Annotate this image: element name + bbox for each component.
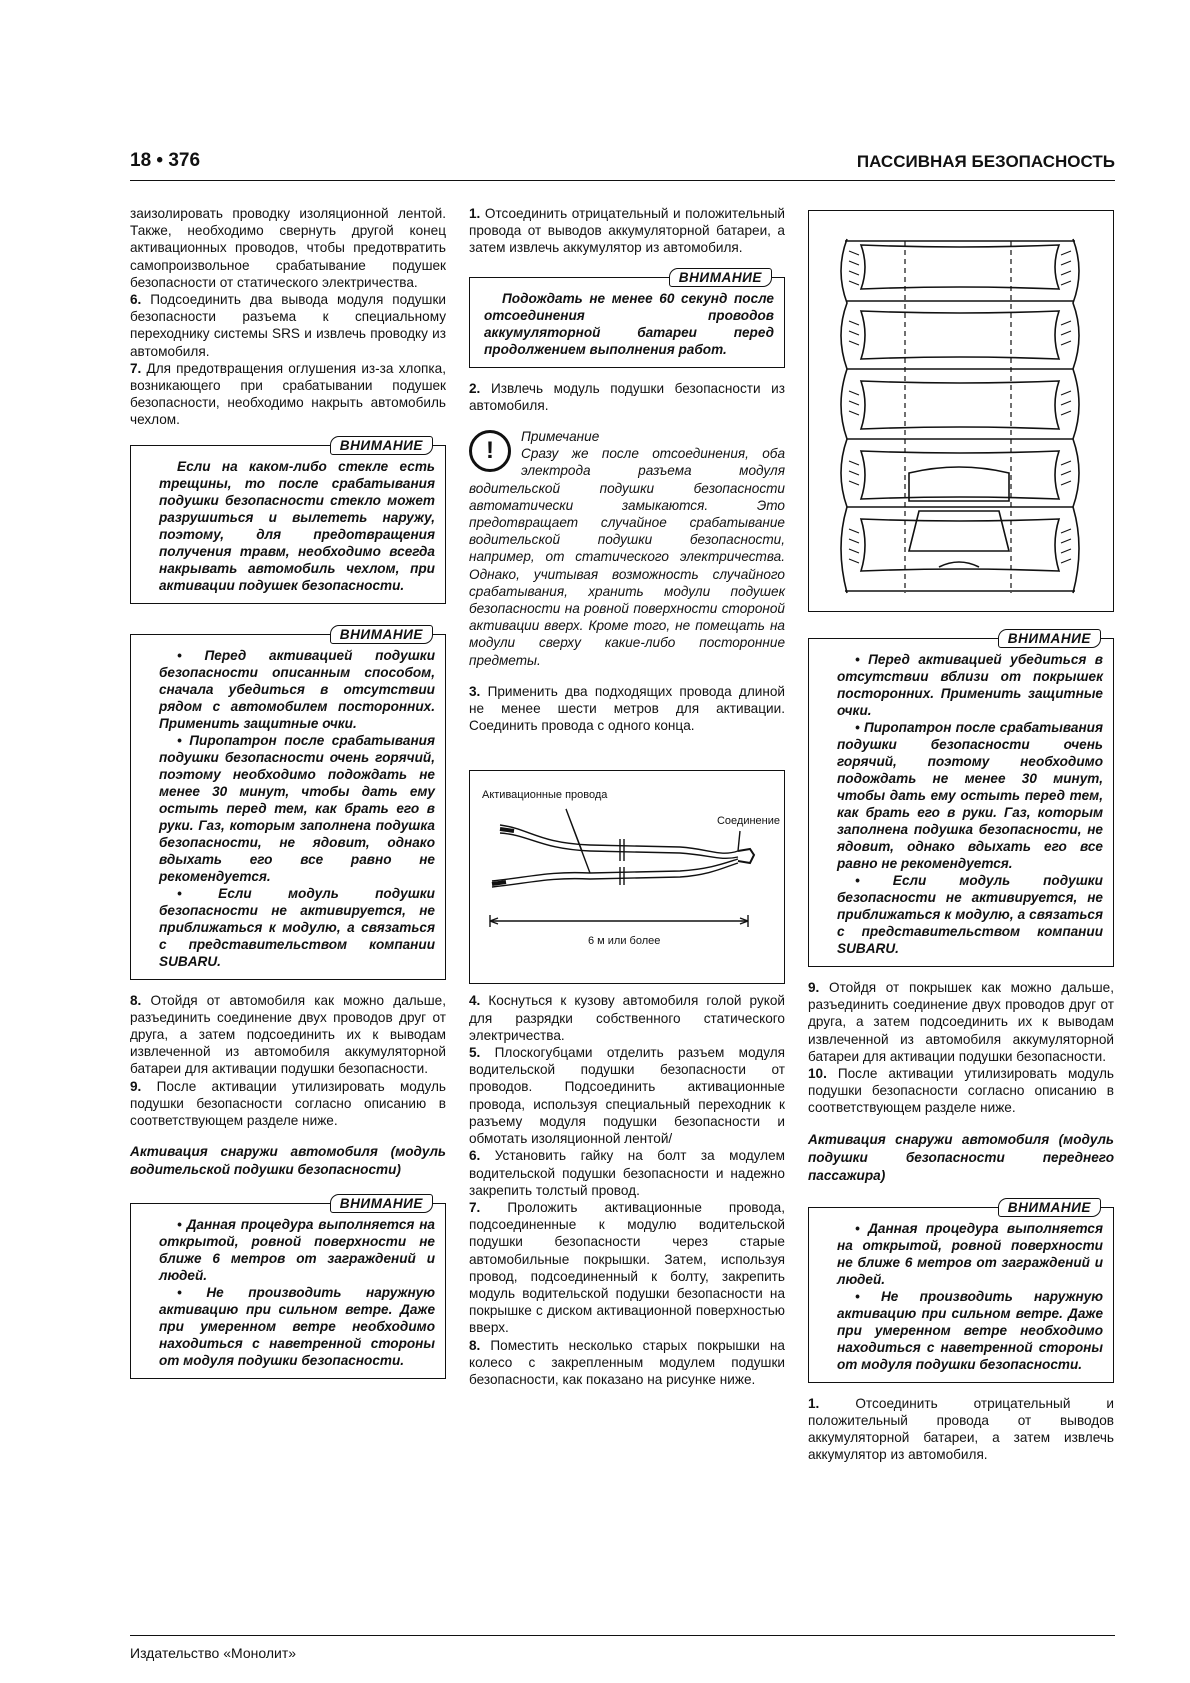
step-9 (130, 1078, 446, 1130)
footer-rule (130, 1635, 1115, 1636)
wires-figure (469, 770, 785, 984)
warning-item: • Не производить наружную активацию при сильном ветре. Даже при умеренном ветре необходимо находиться с наветренной стороны от модуля подушки безопасности. (837, 1288, 1103, 1372)
tires-figure (808, 210, 1114, 612)
step-number: 4. (469, 993, 481, 1009)
column-2 (469, 205, 785, 1388)
step-1 (469, 205, 785, 257)
step-6 (130, 291, 446, 360)
step-number: 1. (808, 1395, 820, 1411)
warning-item: • Пиропатрон после срабатывания подушки безопасности очень горячий, поэтому необходимо подождать не менее 30 минут, чтобы дать ему остыть перед тем, как брать его в руки. Газ, которым заполнена подушка безопасности, не ядовит, однако вдыхать его все равно не рекомендуется. (837, 720, 1103, 871)
step-number: 8. (469, 1337, 481, 1353)
warning-item: • Если модуль подушки безопасности не активируется, не приближаться к модулю, а связаться с представительством компании SUBARU. (837, 873, 1103, 956)
warning-label: ВНИМАНИЕ (330, 436, 433, 455)
step-8 (130, 992, 446, 1078)
warning-item: • Не производить наружную активацию при сильном ветре. Даже при умеренном ветре необходимо находиться с наветренной стороны от модуля подушки безопасности. (159, 1285, 435, 1369)
step-number: 6. (130, 292, 142, 308)
step-text: Плоскогубцами отделить разъем модуля водительской подушки безопасности от проводов. Подсоединить активационные провода, используя специальный переходник к разъему модуля подушки безопасности и обмотать изоляционной лентой/ (469, 1045, 785, 1147)
section-title: ПАССИВНАЯ БЕЗОПАСНОСТЬ (856, 152, 1115, 171)
warning-box (130, 437, 446, 604)
step-text: Подсоединить два вывода модуля подушки безопасности разъема к специальному переходнику системы SRS и извлечь проводку из автомобиля. (130, 292, 447, 359)
step-text: Проложить активационные провода, подсоединенные к модулю водительской подушки безопасности через старые автомобильные покрышки. Затем, используя провод, подсоединенный к болту, закрепить модуль водительской подушки безопасности на покрышке с диском активационной поверхностью вверх. (469, 1199, 786, 1336)
step-number: 9. (130, 1078, 142, 1094)
header-rule (130, 180, 1115, 181)
warning-text: Если на каком-либо стекле есть трещины, то после срабатывания подушки безопасности стекло может разрушиться и вылететь наружу, поэтому, для предотвращения получения травм, необходимо всегда накрывать автомобиль чехлом, при активации подушек безопасности. (159, 458, 435, 593)
warning-item: • Если модуль подушки безопасности не активируется, не приближаться к модулю, а связаться с представительством компании SUBARU. (159, 885, 435, 969)
section-heading: Активация снаружи автомобиля (модуль водительской подушки безопасности) (130, 1144, 446, 1178)
step-5 (469, 1044, 785, 1147)
page-number: 18 • 376 (130, 150, 201, 171)
warning-item: • Данная процедура выполняется на открытой, ровной поверхности не ближе 6 метров от заграждений и людей. (837, 1220, 1103, 1287)
column-1 (130, 205, 446, 1379)
step-number: 9. (808, 980, 820, 995)
note-block (469, 428, 785, 669)
step-text: Отойдя от автомобиля как можно дальше, разъединить соединение двух проводов друг от друга, а затем подсоединить их к выводам извлеченной из автомобиля аккумуляторной батареи для активации подушки безопасности. (130, 992, 447, 1077)
warning-box (808, 1199, 1114, 1383)
wires-drawing (470, 771, 782, 979)
warning-item: • Пиропатрон после срабатывания подушки безопасности очень горячий, поэтому необходимо подождать не менее 30 минут, чтобы дать ему остыть перед тем, как брать его в руки. Газ, которым заполнена подушка безопасности, не ядовит, однако вдыхать его все равно не рекомендуется. (159, 732, 435, 884)
note-title: Примечание (521, 429, 600, 445)
step-2 (469, 380, 785, 414)
footer-publisher: Издательство «Монолит» (130, 1645, 297, 1661)
paragraph-intro: заизолировать проводку изоляционной лентой. Также, необходимо свернуть другой конец активационных проводов, чтобы предотвратить самопроизвольное срабатывание подушек безопасности от статического электричества. (130, 206, 446, 290)
warning-item: • Перед активацией подушки безопасности описанным способом, сначала убедиться в отсутствии рядом с автомобилем посторонних. Применить защитные очки. (159, 647, 435, 731)
section-heading: Активация снаружи автомобиля (модуль подушки безопасности переднего пассажира) (808, 1131, 1114, 1183)
warning-box (130, 1196, 446, 1379)
warning-label: ВНИМАНИЕ (998, 1198, 1101, 1217)
figure-label-wires: Активационные провода (482, 789, 608, 802)
warning-label: ВНИМАНИЕ (998, 629, 1101, 648)
warning-item: • Данная процедура выполняется на открытой, ровной поверхности не ближе 6 метров от заграждений и людей. (159, 1217, 435, 1284)
step-number: 7. (469, 1199, 481, 1215)
step-9 (808, 979, 1114, 1065)
warning-item: • Перед активацией убедиться в отсутствии вблизи от покрышек посторонних. Применить защитные очки. (837, 652, 1103, 718)
step-8 (469, 1337, 785, 1389)
warning-box (808, 631, 1114, 967)
figure-label-joint: Соединение (716, 815, 780, 828)
warning-label: ВНИМАНИЕ (330, 1194, 433, 1213)
step-number: 6. (469, 1148, 481, 1164)
step-text: Установить гайку на болт за модулем водительской подушки безопасности и надежно закрепить толстый провод. (469, 1148, 785, 1198)
warning-label: ВНИМАНИЕ (330, 625, 433, 644)
step-6 (469, 1147, 785, 1199)
warning-label: ВНИМАНИЕ (669, 268, 772, 287)
step-number: 5. (469, 1045, 481, 1061)
step-number: 10. (808, 1066, 827, 1082)
step-text: Применить два подходящих провода длиной не менее шести метров для активации. Соединить провода с одного конца. (469, 683, 786, 734)
step-text: Коснуться к кузову автомобиля голой рукой для разрядки собственного статического электричества. (469, 993, 785, 1043)
step-text: Отсоединить отрицательный и положительный провода от выводов аккумуляторной батареи, а затем извлечь аккумулятор из автомобиля. (808, 1395, 1114, 1463)
step-1 (808, 1395, 1114, 1464)
step-4 (469, 992, 785, 1044)
step-text: После активации утилизировать модуль подушки безопасности согласно описанию в соответствующем разделе ниже. (808, 1066, 1114, 1116)
warning-box (469, 269, 785, 368)
step-text: После активации утилизировать модуль подушки безопасности согласно описанию в соответствующем разделе ниже. (130, 1078, 446, 1129)
step-number: 8. (130, 992, 142, 1008)
step-text: Для предотвращения оглушения из-за хлопка, возникающего при срабатывании подушек безопасности, необходимо накрыть автомобиль чехлом. (130, 360, 446, 428)
warning-text: Подождать не менее 60 секунд после отсоединения проводов аккумуляторной батареи перед продолжением выполнения работ. (484, 290, 774, 357)
step-text: Отсоединить отрицательный и положительный провода от выводов аккумуляторной батареи, а затем извлечь аккумулятор из автомобиля. (469, 206, 786, 256)
step-3 (469, 683, 785, 735)
step-text: Отойдя от покрышек как можно дальше, разъединить соединение двух проводов друг от друга, а затем подсоединить их к выводам извлеченной из автомобиля аккумуляторной батареи для активации подушки безопасности. (808, 980, 1115, 1064)
warning-box (130, 626, 446, 980)
step-number: 3. (469, 683, 481, 699)
step-text: Извлечь модуль подушки безопасности из автомобиля. (469, 380, 785, 413)
step-text: Поместить несколько старых покрышки на колесо с закрепленным модулем подушки безопасности, как показано на рисунке ниже. (469, 1337, 785, 1387)
step-7 (130, 360, 446, 429)
exclamation-icon: ! (469, 430, 511, 472)
column-3 (808, 205, 1114, 1463)
step-7 (469, 1199, 785, 1337)
figure-label-length: 6 м или более (588, 935, 661, 948)
note-text: Сразу же после отсоединения, оба электрода разъема модуля водительской подушки безопасности автоматически замыкаются. Это предотвращает случайное срабатывание водительской подушки безопасности, например, от статического электричества. Однако, учитывая возможность случайного срабатывания, хранить модули подушек безопасности на ровной поверхности стороной активации вверх. Кроме того, не помещать на модули сверху какие-либо посторонние предметы. (469, 446, 785, 668)
step-number: 2. (469, 380, 481, 396)
step-number: 7. (130, 360, 142, 376)
tires-stack-drawing (809, 211, 1111, 607)
step-number: 1. (469, 206, 481, 221)
step-10 (808, 1065, 1114, 1117)
